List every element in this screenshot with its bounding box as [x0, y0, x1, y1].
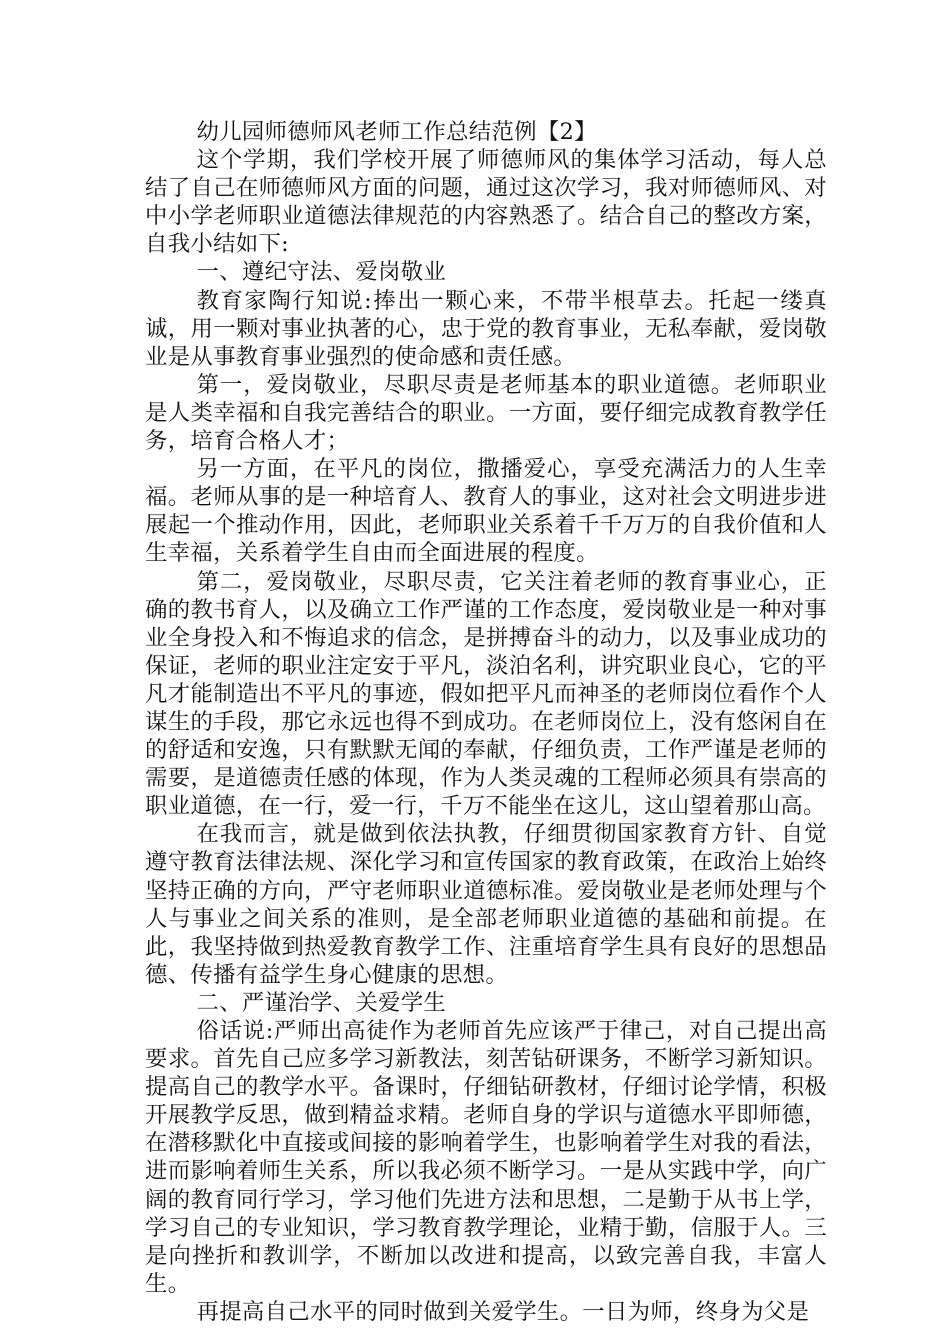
section-heading-2: 二、严谨治学、关爱学生	[196, 989, 447, 1016]
paragraph-first: 第一，爱岗敬业，尽职尽责是老师基本的职业道德。老师职业是人类幸福和自我完善结合的职业。一方面，要仔细完成教育教学任务，培育合格人才；	[145, 371, 827, 455]
section-heading-1: 一、遵纪守法、爱岗敬业	[196, 259, 447, 286]
document-title: 幼儿园师德师风老师工作总结范例【2】	[196, 119, 597, 145]
paragraph-proverb: 俗话说:严师出高徒作为老师首先应该严于律己，对自己提出高要求。首先自己应多学习新教法，刻苦钻研课务，不断学习新知识。提高自己的教学水平。备课时，仔细钻研教材，仔细讨论学情，积极开展教学反思，做到精益求精。老师自身的学识与道德水平即师德，在潜移默化中直接或间接的影响着学生，也影响着学生对我的看法，进而影响着师生关系，所以我必须不断学习。一是从实践中学，向广阔的教育同行学习，学习他们先进方法和思想，二是勤于从书上学，学习自己的专业知识，学习教育教学理论，业精于勤，信服于人。三是向挫折和教训学，不断加以改进和提高，以致完善自我，丰富人生。	[145, 1018, 827, 1297]
paragraph-intro: 这个学期，我们学校开展了师德师风的集体学习活动，每人总结了自己在师德师风方面的问题，通过这次学习，我对师德师风、对中小学老师职业道德法律规范的内容熟悉了。结合自己的整改方案，自我小结如下:	[145, 147, 827, 258]
document-body	[145, 118, 827, 1326]
paragraph-other-side: 另一方面，在平凡的岗位，撒播爱心，享受充满活力的人生幸福。老师从事的是一种培育人、教育人的事业，这对社会文明进步进展起一个推动作用，因此，老师职业关系着千千万万的自我价值和人生幸福，关系着学生自由而全面进展的程度。	[145, 456, 827, 567]
paragraph-second: 第二，爱岗敬业，尽职尽责，它关注着老师的教育事业心，正确的教书育人，以及确立工作严谨的工作态度，爱岗敬业是一种对事业全身投入和不悔追求的信念，是拼搏奋斗的动力，以及事业成功的保证，老师的职业注定安于平凡，淡泊名利，讲究职业良心，它的平凡才能制造出不平凡的事迹，假如把平凡而神圣的老师岗位看作个人谋生的手段，那它永远也得不到成功。在老师岗位上，没有悠闲自在的舒适和安逸，只有默默无闻的奉献，仔细负责，工作严谨是老师的需要，是道德责任感的体现，作为人类灵魂的工程师必须具有崇高的职业道德，在一行，爱一行，千万不能坐在这儿，这山望着那山高。	[145, 568, 827, 820]
paragraph-for-me: 在我而言，就是做到依法执教，仔细贯彻国家教育方针、自觉遵守教育法律法规、深化学习和宣传国家的教育政策，在政治上始终坚持正确的方向，严守老师职业道德标准。爱岗敬业是老师处理与个人与事业之间关系的准则，是全部老师职业道德的基础和前提。在此，我坚持做到热爱教育教学工作、注重培育学生具有良好的思想品德、传播有益学生身心健康的思想。	[145, 821, 827, 988]
paragraph-tao-xingzhi: 教育家陶行知说:捧出一颗心来，不带半根草去。托起一缕真诚，用一颗对事业执著的心，忠于党的教育事业，无私奉献，爱岗敬业是从事教育事业强烈的使命感和责任感。	[145, 287, 827, 370]
paragraph-care-students: 再提高自己水平的同时做到关爱学生。一日为师，终身为父是	[196, 1298, 810, 1325]
